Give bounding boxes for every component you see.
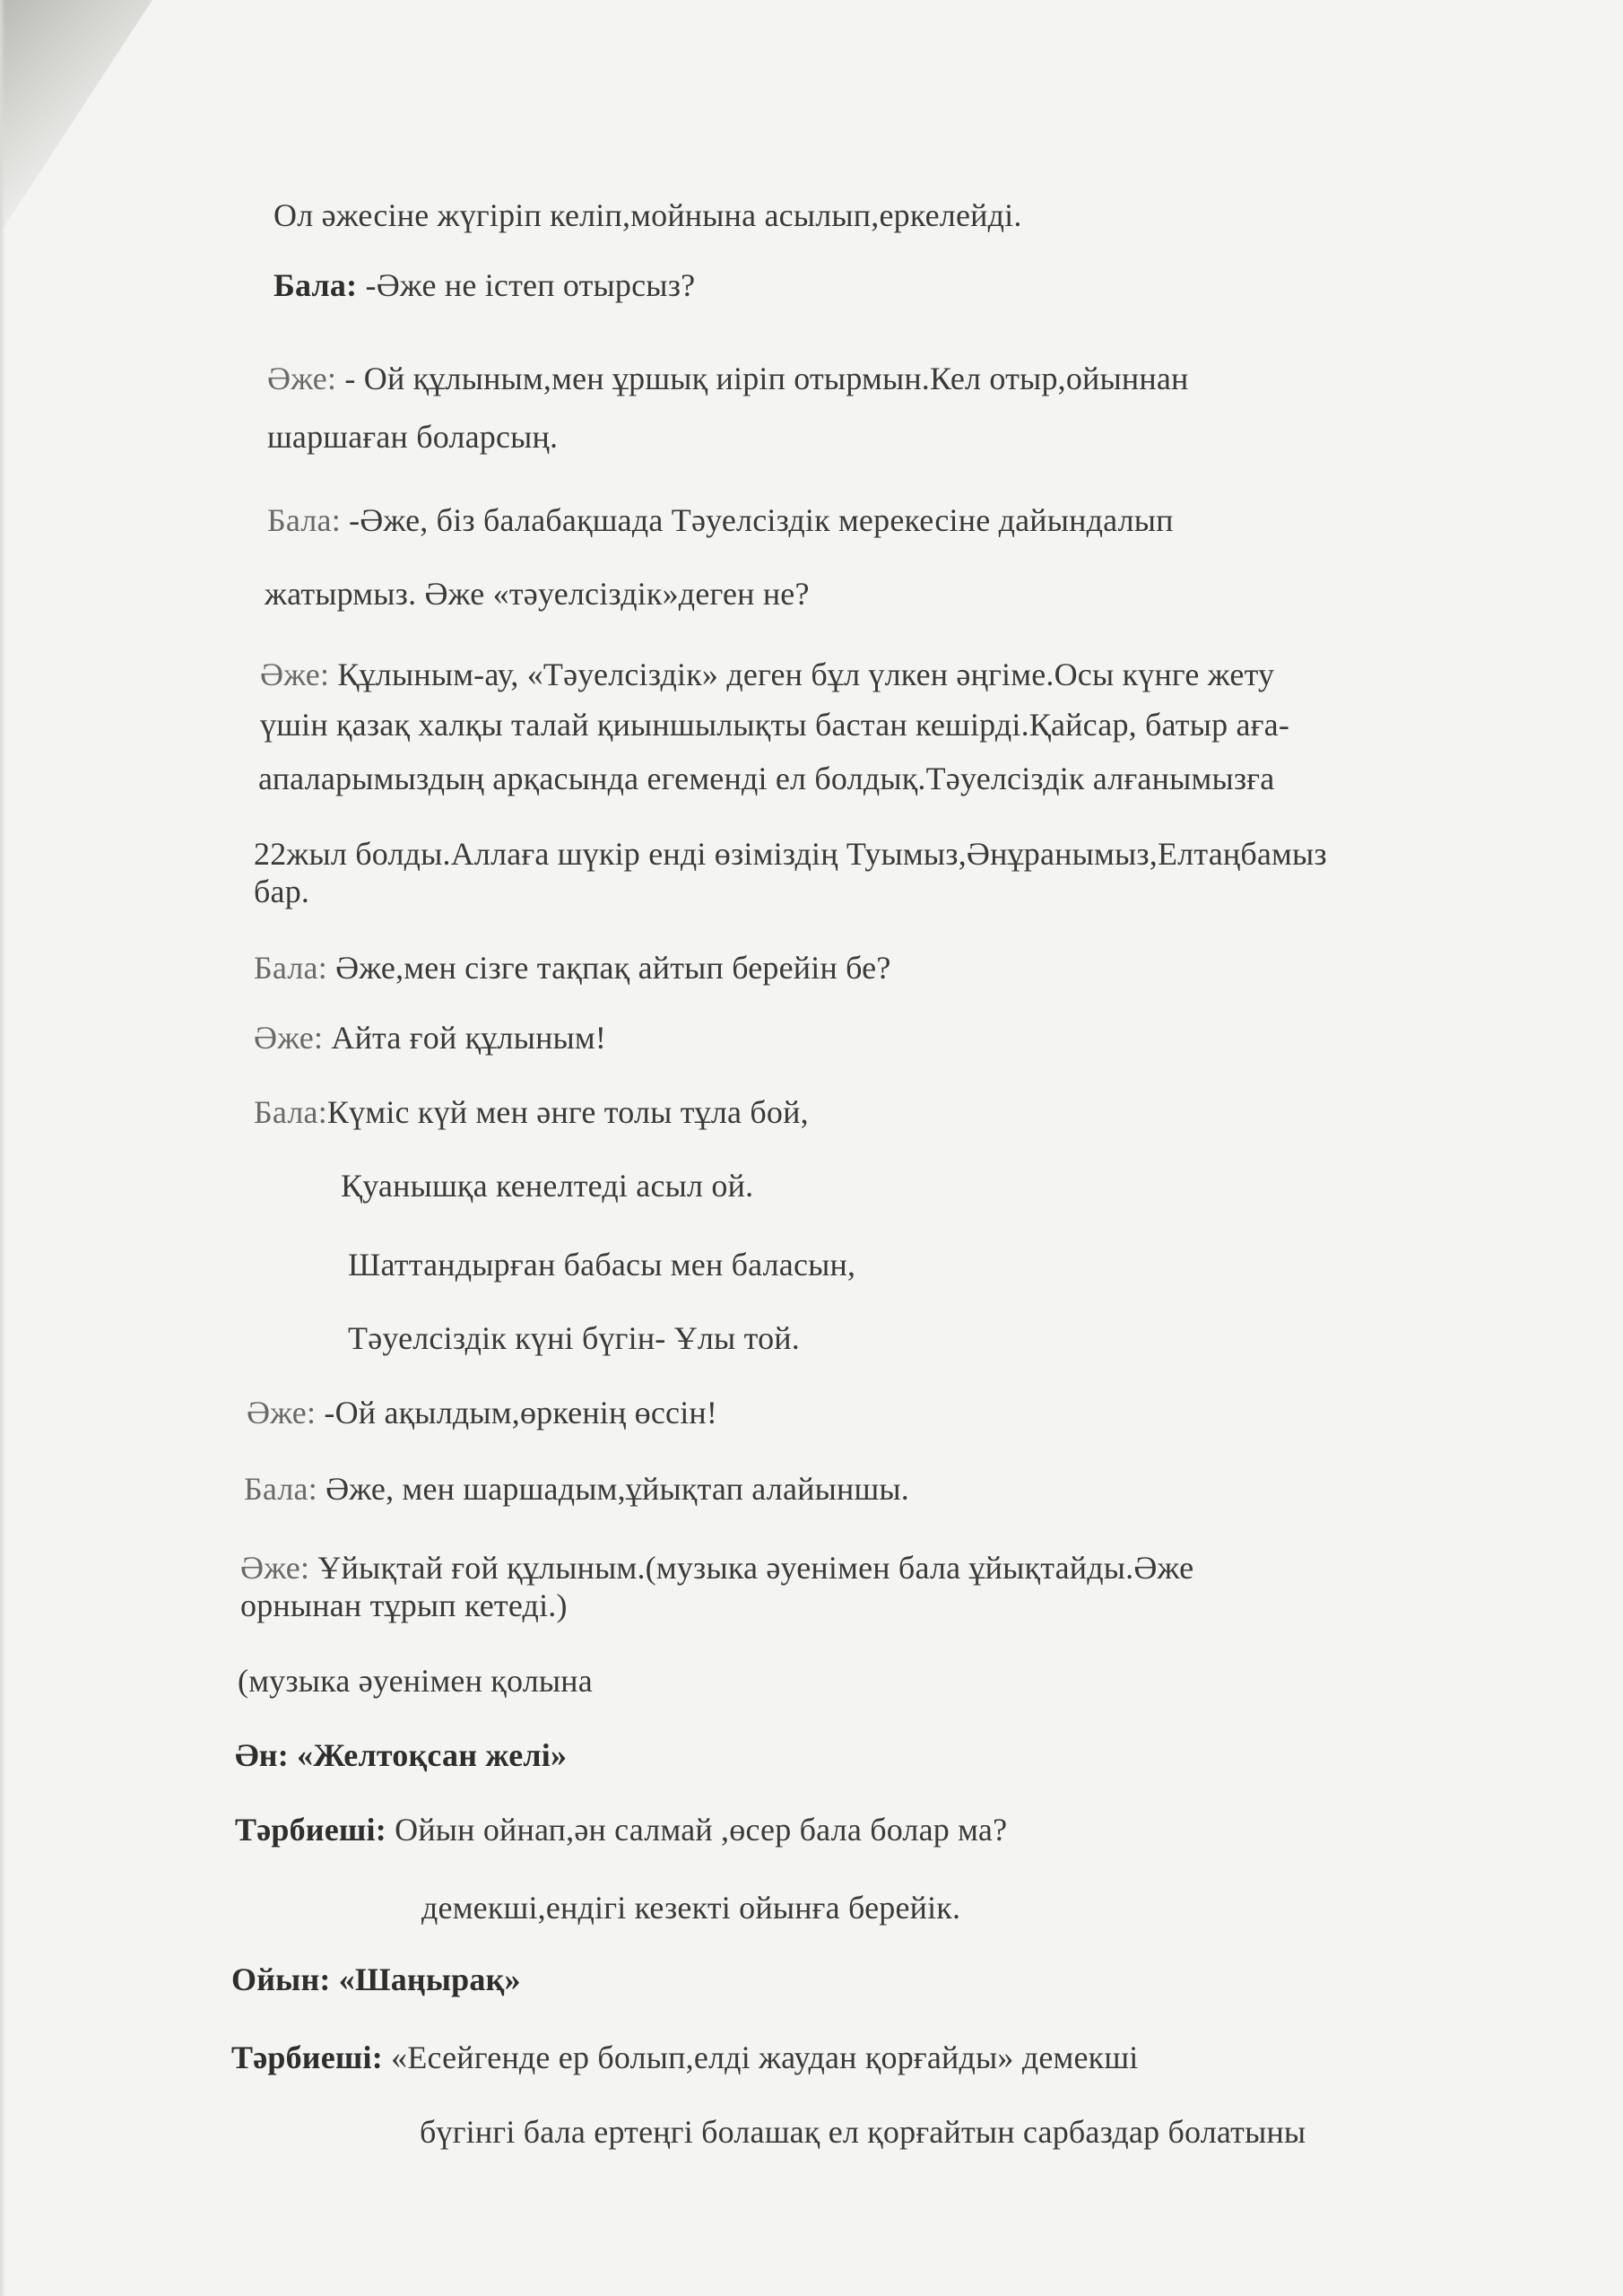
dialogue-line bbox=[240, 1548, 1193, 1587]
dialogue-line bbox=[254, 1018, 606, 1057]
dialogue-line bbox=[267, 359, 1188, 398]
section-title: «Шаңырақ» bbox=[330, 1961, 521, 1997]
text-line bbox=[254, 834, 1327, 874]
line-text: «Есейгенде ер болып,елді жаудан қорғайды» демекші bbox=[382, 2039, 1139, 2075]
line-text: -Әже, біз балабақшада Тәуелсіздік мерекесіне дайындалып bbox=[340, 502, 1174, 538]
speaker-label: Әже: bbox=[247, 1395, 317, 1431]
speaker-label: Әже: bbox=[260, 657, 330, 692]
line-text: Қуанышқа кенелтеді асыл ой. bbox=[341, 1168, 754, 1204]
line-text: үшін қазақ халқы талай қиыншылықты бастан кешірді.Қайсар, батыр аға- bbox=[260, 707, 1290, 743]
line-text: Ойын ойнап,ән салмай ,өсер бала болар ма? bbox=[386, 1812, 1008, 1848]
line-text: (музыка әуенімен қолына bbox=[238, 1663, 593, 1699]
speaker-label: Тәрбиеші: bbox=[231, 2039, 383, 2075]
dialogue-line bbox=[247, 1393, 717, 1432]
section-heading-game bbox=[231, 1960, 521, 1999]
poem-line bbox=[341, 1166, 753, 1205]
dialogue-line bbox=[273, 265, 695, 305]
dialogue-line bbox=[260, 655, 1274, 694]
speaker-label: Бала: bbox=[254, 950, 327, 986]
line-text: Күміс күй мен әнге толы тұла бой, bbox=[326, 1094, 809, 1130]
text-line bbox=[265, 574, 810, 613]
line-text: -Әже не істеп отырсыз? bbox=[357, 267, 696, 303]
text-line bbox=[420, 2112, 1306, 2152]
section-label: Ойын: bbox=[231, 1961, 331, 1997]
line-text: Шаттандырған бабасы мен баласын, bbox=[348, 1247, 856, 1283]
dialogue-line bbox=[267, 500, 1174, 540]
line-text: - Ой құлыным,мен ұршық иіріп отырмын.Кел отыр,ойыннан bbox=[336, 361, 1189, 396]
line-text: апаларымыздың арқасында егеменді ел болдық.Тәуелсіздік алғанымызға bbox=[258, 761, 1275, 796]
text-line bbox=[273, 196, 1022, 235]
speaker-label: Әже: bbox=[254, 1020, 324, 1056]
speaker-label: Бала: bbox=[254, 1094, 327, 1130]
poem-line bbox=[348, 1245, 855, 1284]
text-line bbox=[421, 1888, 960, 1927]
text-line bbox=[254, 872, 309, 911]
line-text: бүгінгі бала ертеңгі болашақ ел қорғайтын сарбаздар болатыны bbox=[420, 2114, 1306, 2150]
dialogue-line bbox=[235, 1810, 1007, 1849]
line-text: орнынан тұрып кетеді.) bbox=[240, 1587, 568, 1623]
speaker-label: Тәрбиеші: bbox=[235, 1812, 386, 1848]
line-text: Ұйықтай ғой құлыным.(музыка әуенімен бала ұйықтайды.Әже bbox=[309, 1550, 1194, 1586]
line-text: шаршаған боларсың. bbox=[267, 419, 559, 455]
line-text: Әже,мен сізге тақпақ айтып берейін бе? bbox=[326, 950, 891, 986]
line-text: Айта ғой құлыным! bbox=[323, 1020, 607, 1056]
line-text: Құлыным-ау, «Тәуелсіздік» деген бұл үлкен әңгіме.Осы күнге жету bbox=[329, 657, 1275, 692]
dialogue-line bbox=[254, 1092, 809, 1132]
speaker-label: Әже: bbox=[267, 361, 337, 396]
line-text: Әже, мен шаршадым,ұйықтап алайыншы. bbox=[317, 1471, 909, 1507]
line-text: жатырмыз. Әже «тәуелсіздік»деген не? bbox=[265, 576, 810, 612]
line-text: демекші,ендігі кезекті ойынға берейік. bbox=[421, 1890, 961, 1926]
line-text: -Ой ақылдым,өркенің өссін! bbox=[316, 1395, 718, 1431]
text-line bbox=[238, 1661, 593, 1700]
scan-page-edge bbox=[0, 0, 5, 2296]
text-line bbox=[260, 705, 1289, 744]
section-heading-song bbox=[235, 1735, 567, 1775]
speaker-label: Бала: bbox=[244, 1471, 317, 1507]
speaker-label: Әже: bbox=[240, 1550, 310, 1586]
section-title: «Желтоқсан желі» bbox=[288, 1737, 568, 1773]
text-line bbox=[240, 1586, 568, 1625]
scan-page-fold bbox=[0, 0, 152, 233]
dialogue-line bbox=[244, 1469, 909, 1509]
line-text: Тәуелсіздік күні бүгін- Ұлы той. bbox=[348, 1320, 800, 1356]
dialogue-line bbox=[254, 948, 891, 987]
line-text: бар. bbox=[254, 874, 310, 909]
line-text: 22жыл болды.Аллаға шүкір енді өзіміздің Туымыз,Әнұранымыз,Елтаңбамыз bbox=[254, 836, 1327, 872]
speaker-label: Бала: bbox=[267, 502, 341, 538]
text-line bbox=[258, 759, 1274, 798]
poem-line bbox=[348, 1318, 800, 1358]
text-line bbox=[267, 417, 558, 457]
section-label: Ән: bbox=[235, 1737, 289, 1773]
line-text: Ол әжесіне жүгіріп келіп,мойнына асылып,еркелейді. bbox=[273, 197, 1022, 233]
speaker-label: Бала: bbox=[273, 267, 358, 303]
dialogue-line bbox=[231, 2038, 1139, 2077]
